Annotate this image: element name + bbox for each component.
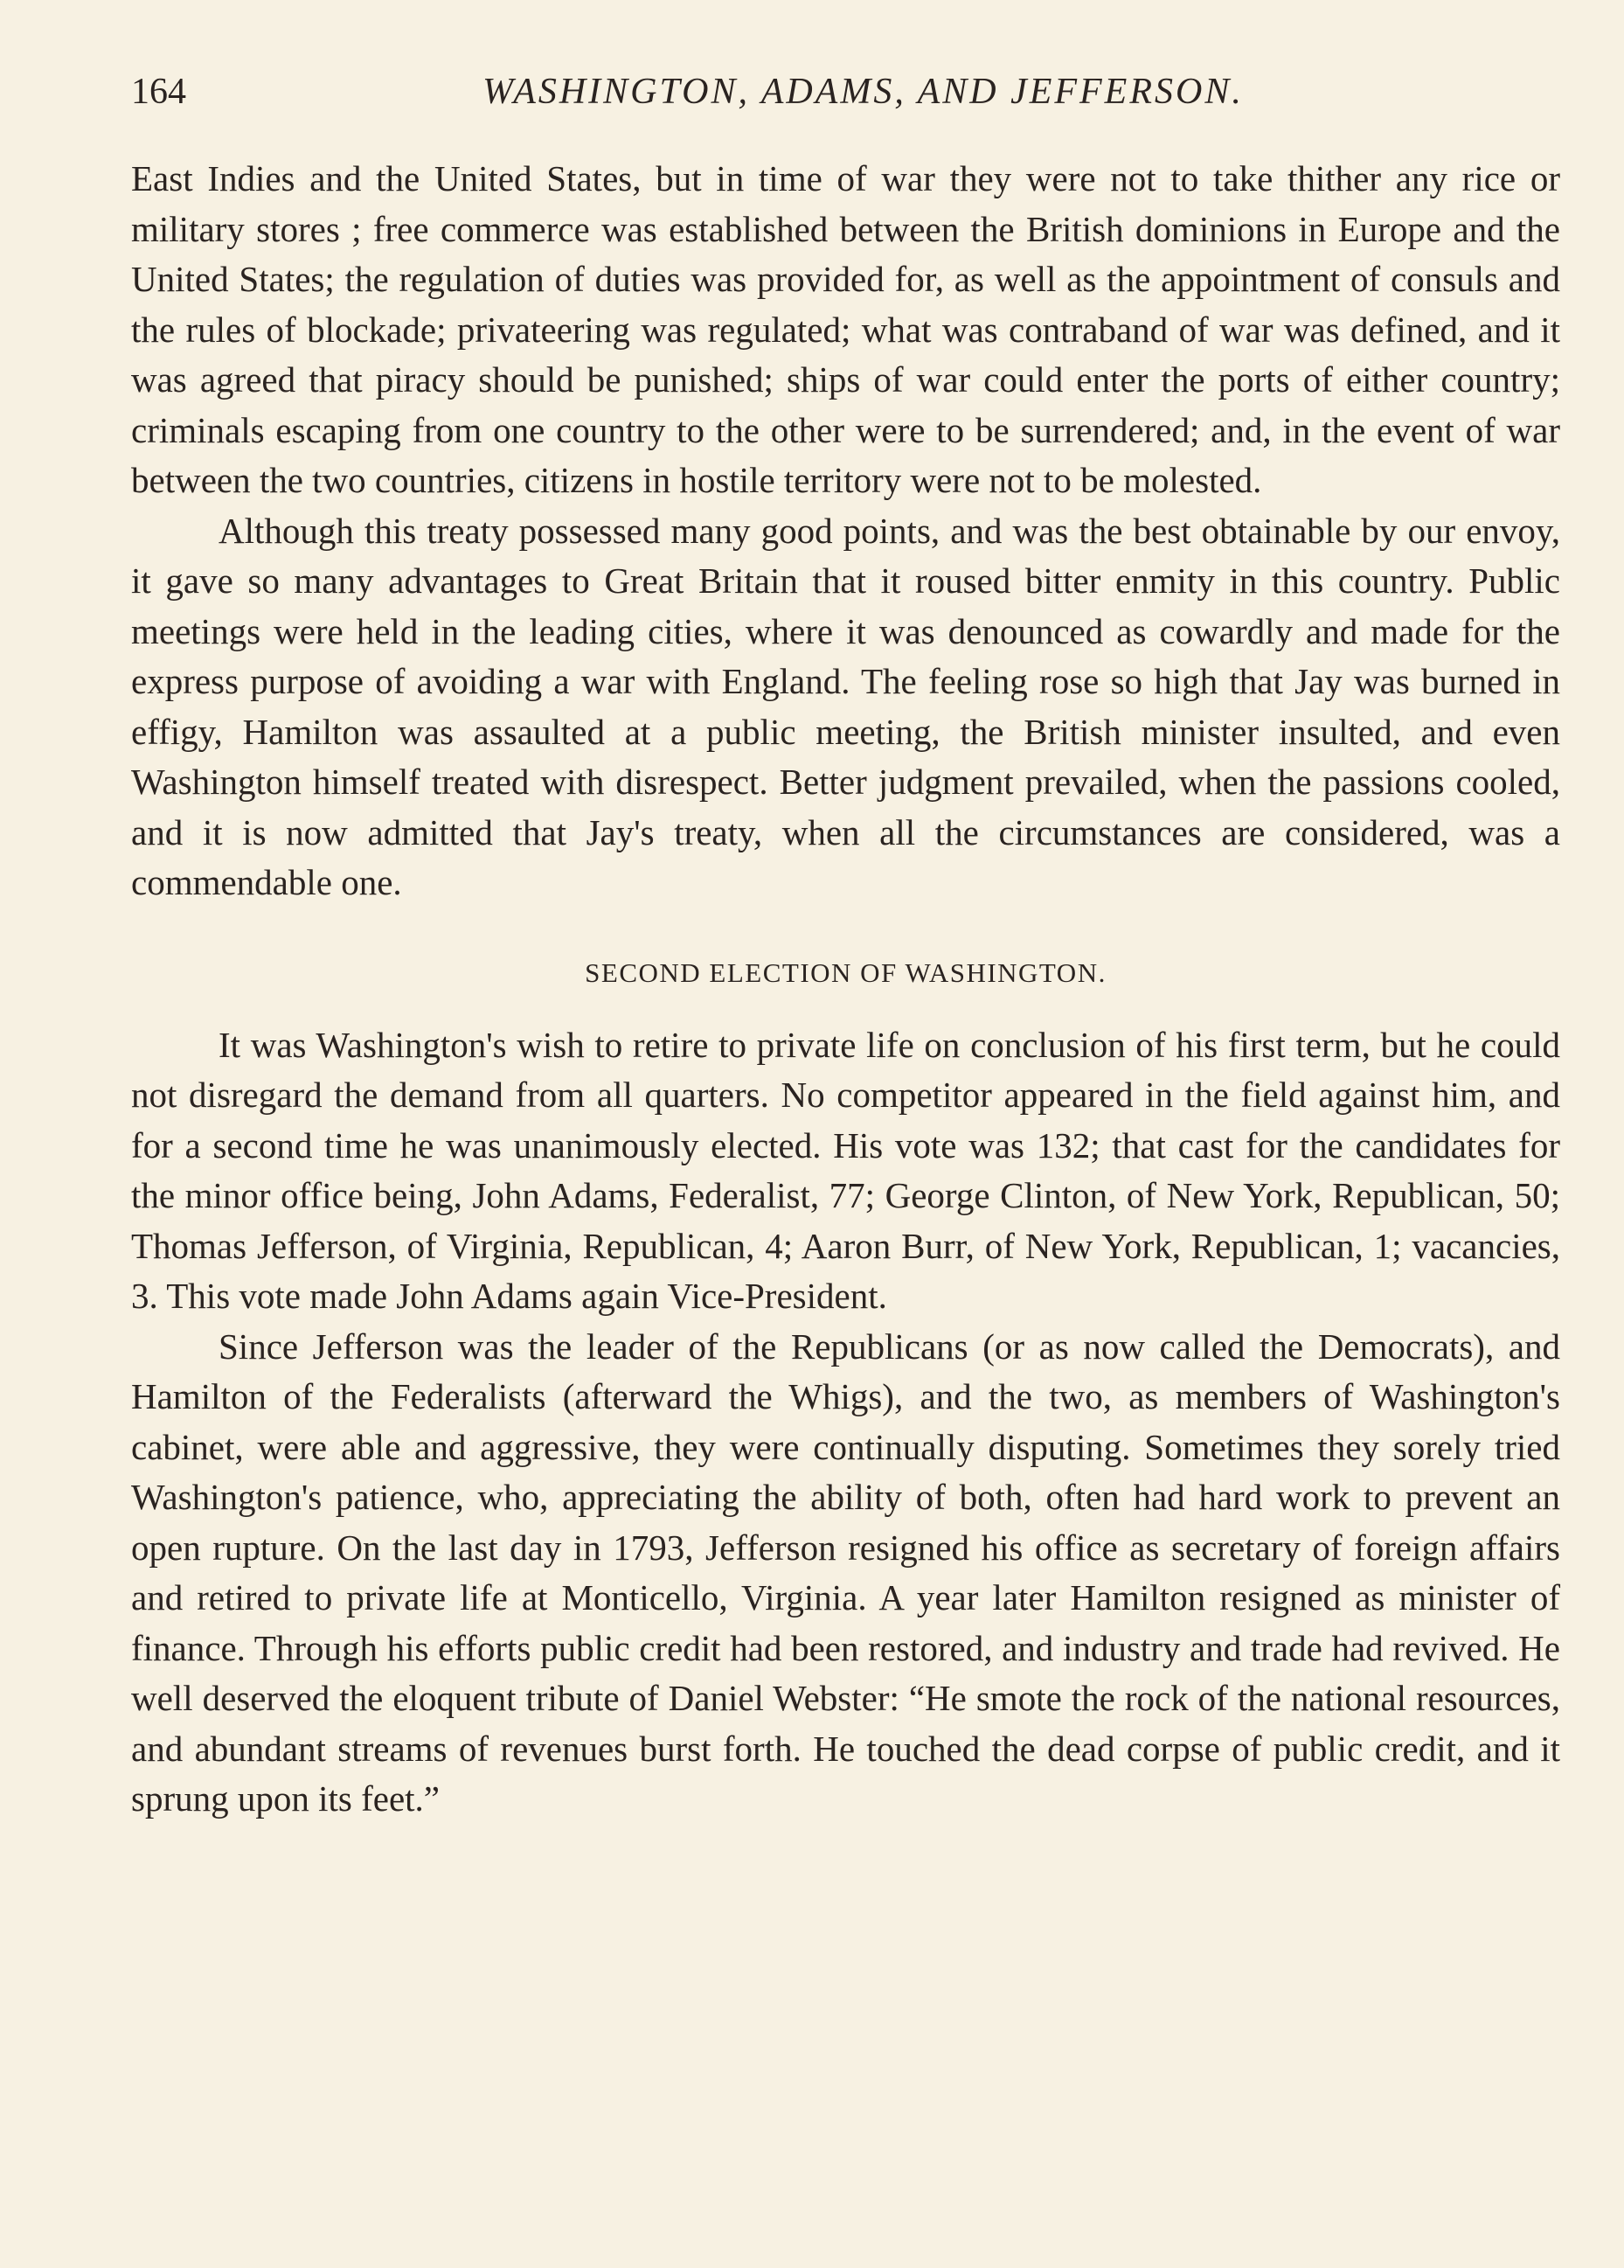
book-page <box>131 61 1560 1825</box>
paragraph-jefferson-hamilton: Since Jefferson was the leader of the Republicans (or as now called the Democrats), and Hamilton of the Federalists (afterward the Whigs), and the two, as members of Washington's cabinet, were able and aggressive, they were continually disputing. Sometimes they sorely tried Washington's patience, who, appreciating the ability of both, often had hard work to prevent an open rupture. On the last day in 1793, Jefferson resigned his office as secretary of foreign affairs and retired to private life at Monticello, Virginia. A year later Hamilton resigned as minister of finance. Through his efforts public credit had been restored, and industry and trade had revived. He well deserved the eloquent tribute of Daniel Webster: “He smote the rock of the national resources, and abundant streams of revenues burst forth. He touched the dead corpse of public credit, and it sprung upon its feet.” <box>131 1325 1560 1819</box>
running-head-title: WASHINGTON, ADAMS, AND JEFFERSON. <box>482 72 1244 112</box>
paragraph-treaty-reception: Although this treaty possessed many good points, and was the best obtainable by our envoy, it gave so many advantages to Great Britain that it roused bitter enmity in this country. Public meetings were held in the leading cities, where it was denounced as cowardly and made for the express purpose of avoiding a war with England. The feeling rose so high that Jay was burned in effigy, Hamilton was assaulted at a public meeting, the British minister insulted, and even Washington himself treated with disrespect. Better judgment prevailed, when the passions cooled, and it is now admitted that Jay's treaty, when all the circumstances are considered, was a commendable one. <box>131 510 1560 902</box>
paragraph-second-election: It was Washington's wish to retire to private life on conclusion of his first term, but he could not disregard the demand from all quarters. No competitor appeared in the field against him, and for a second time he was unanimously elected. His vote was 132; that cast for the candidates for the minor office being, John Adams, Federalist, 77; George Clinton, of New York, Republican, 50; Thomas Jefferson, of Virginia, Republican, 4; Aaron Burr, of New York, Republican, 1; vacancies, 3. This vote made John Adams again Vice-President. <box>131 1024 1560 1316</box>
section-heading: SECOND ELECTION OF WASHINGTON. <box>585 957 1107 988</box>
paragraph-treaty-terms: East Indies and the United States, but in time of war they were not to take thither any rice or military stores ; free commerce was established between the British dominions in Europe and the United States; the regulation of duties was provided for, as well as the appointment of consuls and the rules of blockade; privateering was regulated; what was contraband of war was defined, and it was agreed that piracy should be punished; ships of war could enter the ports of either country; criminals escaping from one country to the other were to be surrendered; and, in the event of war between the two countries, citizens in hostile territory were not to be molested. <box>131 158 1560 500</box>
page-number: 164 <box>131 72 186 112</box>
running-head <box>131 61 1560 122</box>
